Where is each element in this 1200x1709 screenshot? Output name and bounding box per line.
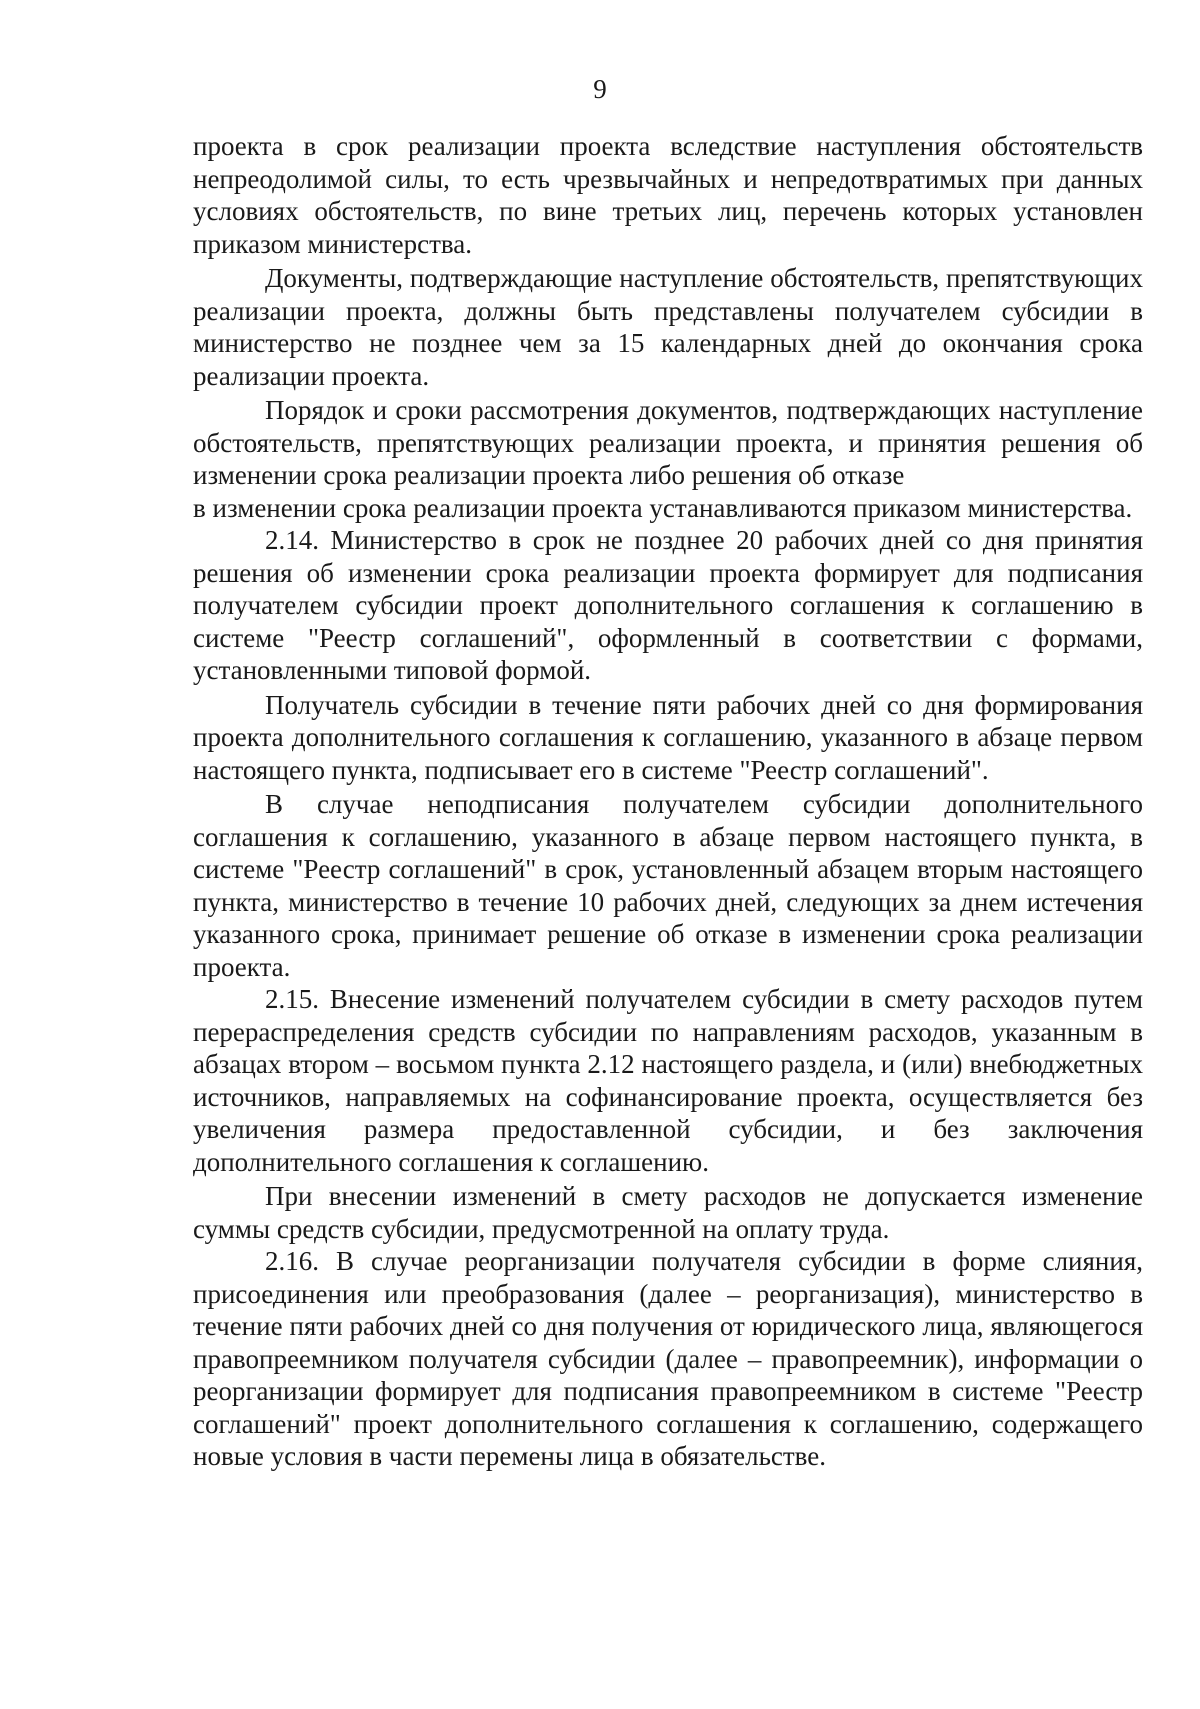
paragraph-2-16: 2.16. В случае реорганизации получателя субсидии в форме слияния, присоединения или преобразования (далее – реорганизация), министерство в течение пяти рабочих дней со дня получения от юридического лица, являющегося правопреемником получателя субсидии (далее – правопреемник), информации о реорганизации формирует для подписания правопреемником в системе "Реестр соглашений" проект дополнительного соглашения к соглашению, содержащего новые условия в части перемены лица в обязательстве. xyxy=(193,1246,1143,1471)
paragraph-procedure-end: в изменении срока реализации проекта устанавливаются приказом министерства. xyxy=(193,492,1133,523)
paragraph-continuation: проекта в срок реализации проекта вследствие наступления обстоятельств непреодолимой силы, то есть чрезвычайных и непредотвратимых при данных условиях обстоятельств, по вине третьих лиц, перечень которых установлен приказом министерства. xyxy=(193,131,1143,259)
paragraph-documents: Документы, подтверждающие наступление обстоятельств, препятствующих реализации проекта, должны быть представлены получателем субсидии в министерство не позднее чем за 15 календарных дней до окончания срока реализации проекта. xyxy=(193,263,1143,391)
paragraph-2-15: 2.15. Внесение изменений получателем субсидии в смету расходов путем перераспределения средств субсидии по направлениям расходов, указанным в абзацах втором – восьмом пункта 2.12 настоящего раздела, и (или) внебюджетных источников, направляемых на софинансирование проекта, осуществляется без увеличения размера предоставленной субсидии, и без заключения дополнительного соглашения к соглашению. xyxy=(193,984,1143,1177)
paragraph-payroll-restriction: При внесении изменений в смету расходов не допускается изменение суммы средств субсидии, предусмотренной на оплату труда. xyxy=(193,1181,1143,1244)
paragraph-non-signing: В случае неподписания получателем субсидии дополнительного соглашения к соглашению, указанного в абзаце первом настоящего пункта, в системе "Реестр соглашений" в срок, установленный абзацем вторым настоящего пункта, министерство в течение 10 рабочих дней, следующих за днем истечения указанного срока, принимает решение об отказе в изменении срока реализации проекта. xyxy=(193,789,1143,982)
paragraph-procedure: Порядок и сроки рассмотрения документов, подтверждающих наступление обстоятельств, препятствующих реализации проекта, и принятия решения об изменении срока реализации проекта либо решения об отказе xyxy=(193,395,1143,490)
paragraph-2-14: 2.14. Министерство в срок не позднее 20 рабочих дней со дня принятия решения об изменении срока реализации проекта формирует для подписания получателем субсидии проект дополнительного соглашения к соглашению в системе "Реестр соглашений", оформленный в соответствии с формами, установленными типовой формой. xyxy=(193,525,1143,685)
page-number: 9 xyxy=(593,74,607,104)
paragraph-recipient-signs: Получатель субсидии в течение пяти рабочих дней со дня формирования проекта дополнительного соглашения к соглашению, указанного в абзаце первом настоящего пункта, подписывает его в системе "Реестр соглашений". xyxy=(193,689,1143,785)
document-body xyxy=(193,130,1143,1473)
